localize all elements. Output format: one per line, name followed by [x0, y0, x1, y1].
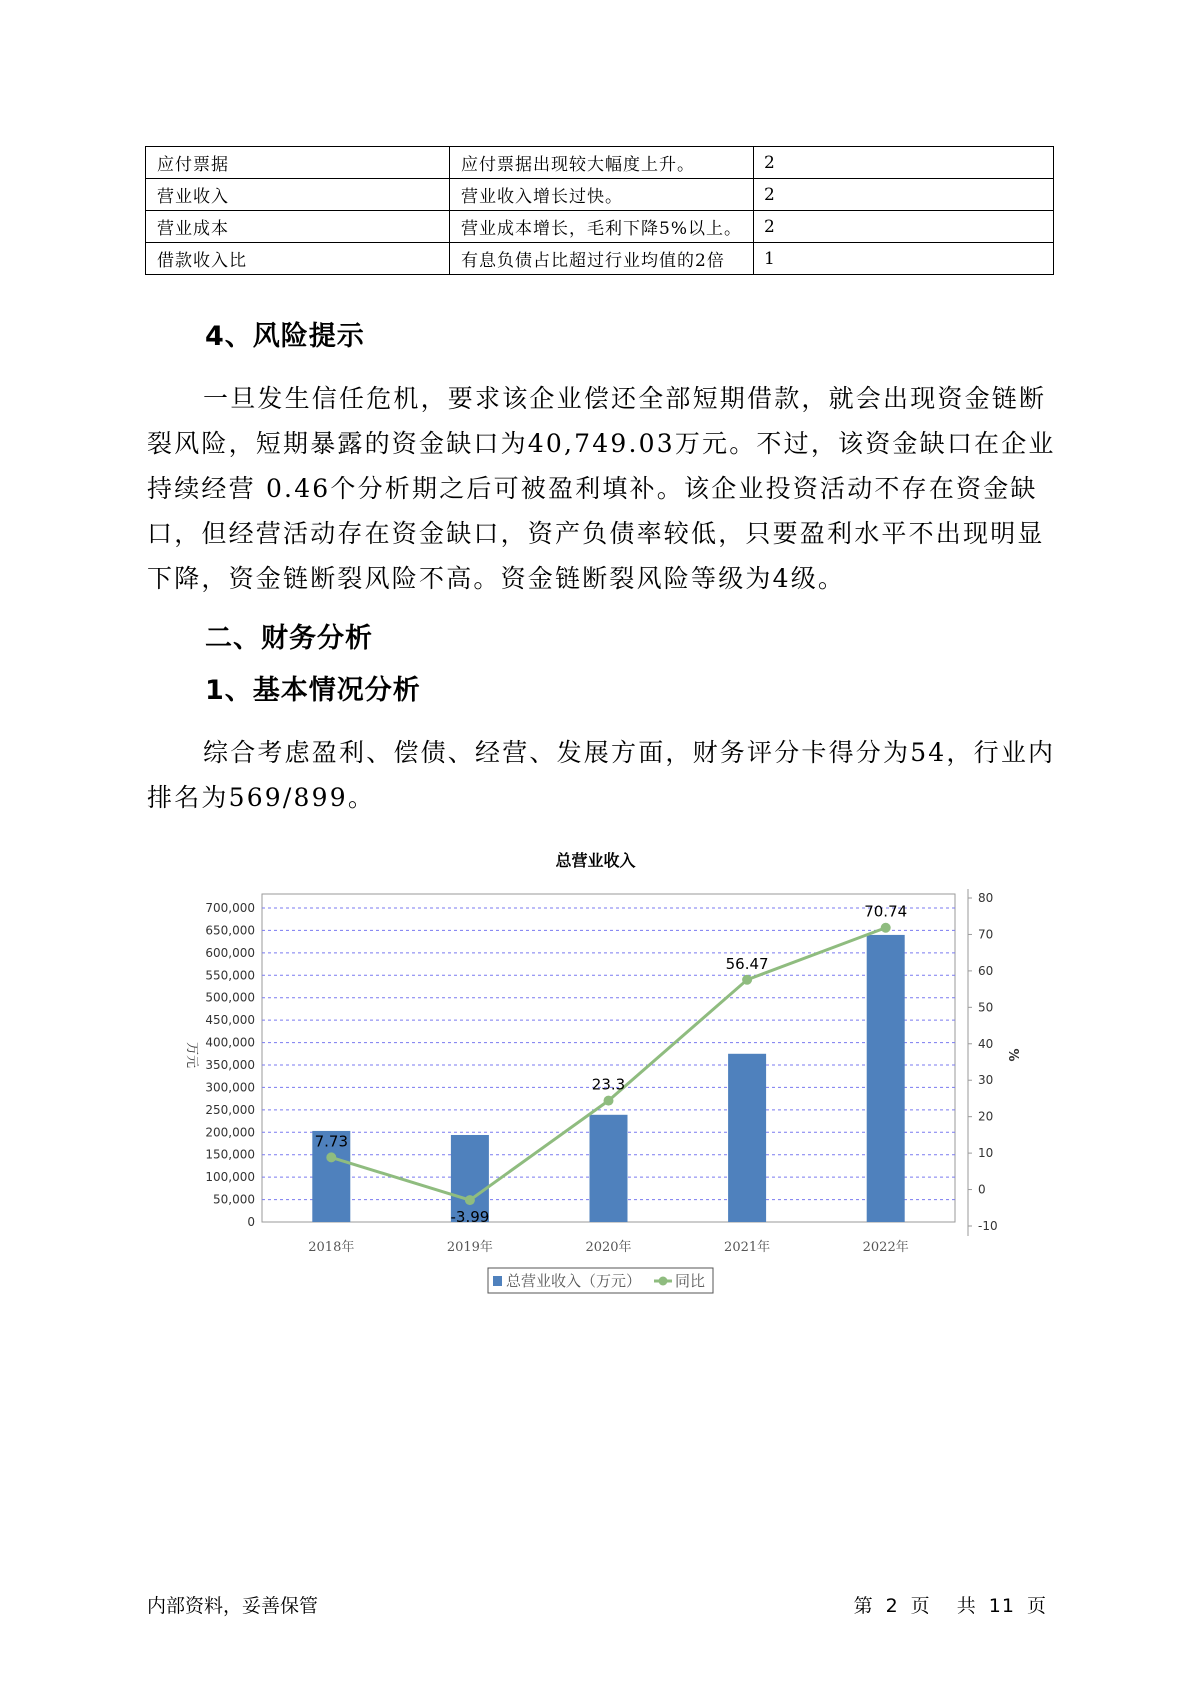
y2-tick-label: 30	[978, 1073, 994, 1088]
yoy-point	[604, 1096, 614, 1106]
yoy-point	[742, 975, 752, 985]
y2-tick-label: 60	[978, 963, 994, 978]
yoy-point	[326, 1152, 336, 1162]
yoy-data-label: 23.3	[591, 1075, 626, 1094]
indicator-desc-cell: 应付票据出现较大幅度上升。	[450, 147, 754, 179]
x-tick-label: 2022年	[862, 1240, 909, 1255]
y-tick-label: 350,000	[205, 1058, 255, 1072]
chart-title: 总营业收入	[555, 851, 636, 870]
yoy-data-label: 7.73	[314, 1132, 349, 1151]
yoy-point	[465, 1195, 475, 1205]
section-heading-finance: 二、财务分析	[205, 623, 373, 654]
legend-bar-swatch	[493, 1276, 502, 1286]
y2-tick-label: 40	[978, 1036, 994, 1051]
y2-tick-label: -10	[978, 1219, 998, 1233]
indicator-score-cell: 1	[754, 243, 1054, 275]
y2-tick-label: 50	[978, 1000, 994, 1015]
yoy-data-label: -3.99	[450, 1208, 490, 1227]
y2-tick-label: 70	[978, 927, 994, 942]
y-tick-label: 700,000	[205, 901, 255, 915]
indicator-desc-cell: 有息负债占比超过行业均值的2倍	[450, 243, 754, 275]
y2-tick-label: 10	[978, 1146, 994, 1161]
y-tick-label: 650,000	[205, 923, 255, 938]
sub-heading-basic: 1、基本情况分析	[205, 675, 421, 706]
y-tick-label: 450,000	[205, 1013, 255, 1028]
y-tick-label: 600,000	[205, 945, 255, 960]
risk-paragraph-text: 一旦发生信任危机，要求该企业偿还全部短期借款，就会出现资金链断裂风险，短期暴露的资金缺口为40,749.03万元。不过，该资金缺口在企业持续经营 0.46个分析期之后可被盈利填补。该企业投资活动不存在资金缺口，但经营活动存在资金缺口，资产负债率较低，只要盈利水平不出现明显下降，资金链断裂风险不高。资金链断裂风险等级为4级。	[147, 384, 1056, 593]
yoy-data-label: 70.74	[864, 902, 908, 921]
section-heading-risk: 4、风险提示	[205, 321, 365, 352]
finance-paragraph-text: 综合考虑盈利、偿债、经营、发展方面，财务评分卡得分为54，行业内排名为569/899。	[147, 738, 1056, 812]
revenue-bar	[590, 1115, 628, 1222]
y-tick-label: 550,000	[205, 968, 255, 983]
footer-confidential: 内部资料，妥善保管	[147, 1595, 319, 1617]
legend-line-label: 同比	[675, 1272, 706, 1290]
y-tick-label: 500,000	[205, 990, 255, 1005]
revenue-bar	[867, 935, 905, 1222]
indicator-name-cell: 营业成本	[146, 211, 450, 243]
y-tick-label: 250,000	[205, 1102, 255, 1117]
y-tick-label: 300,000	[205, 1080, 255, 1095]
y2-axis-label: %	[1005, 1048, 1020, 1062]
indicator-desc-cell: 营业成本增长，毛利下降5%以上。	[450, 211, 754, 243]
legend-line-marker	[659, 1277, 668, 1286]
indicator-name-cell: 应付票据	[146, 147, 450, 179]
indicator-score-cell: 2	[754, 147, 1054, 179]
x-tick-label: 2018年	[308, 1240, 355, 1255]
yoy-point	[881, 923, 891, 933]
y-tick-label: 200,000	[205, 1125, 255, 1140]
footer-page-info	[848, 1591, 1053, 1618]
y2-tick-label: 80	[978, 891, 994, 905]
y-tick-label: 400,000	[205, 1035, 255, 1050]
y-tick-label: 100,000	[205, 1170, 255, 1185]
y-tick-label: 0	[247, 1215, 255, 1229]
indicator-name-cell: 借款收入比	[146, 243, 450, 275]
y2-tick-label: 20	[978, 1109, 994, 1124]
x-tick-label: 2019年	[446, 1240, 493, 1255]
revenue-bar	[728, 1054, 766, 1222]
total-pages: 11	[988, 1595, 1015, 1617]
total-prefix: 共	[956, 1595, 977, 1617]
y-axis-label: 万元	[184, 1041, 199, 1069]
indicator-score-cell: 2	[754, 211, 1054, 243]
x-tick-label: 2021年	[724, 1240, 771, 1255]
yoy-data-label: 56.47	[725, 954, 769, 973]
indicator-desc-cell: 营业收入增长过快。	[450, 179, 754, 211]
legend-bar-label: 总营业收入（万元）	[506, 1272, 642, 1290]
page-number: 2	[885, 1595, 899, 1617]
page-suffix: 页	[910, 1595, 931, 1617]
total-suffix: 页	[1026, 1595, 1047, 1617]
indicator-score-cell: 2	[754, 179, 1054, 211]
y-tick-label: 50,000	[213, 1192, 255, 1207]
x-tick-label: 2020年	[585, 1240, 632, 1255]
y-tick-label: 150,000	[205, 1147, 255, 1162]
page-prefix: 第	[853, 1595, 874, 1617]
indicator-name-cell: 营业收入	[146, 179, 450, 211]
y2-tick-label: 0	[978, 1182, 986, 1197]
